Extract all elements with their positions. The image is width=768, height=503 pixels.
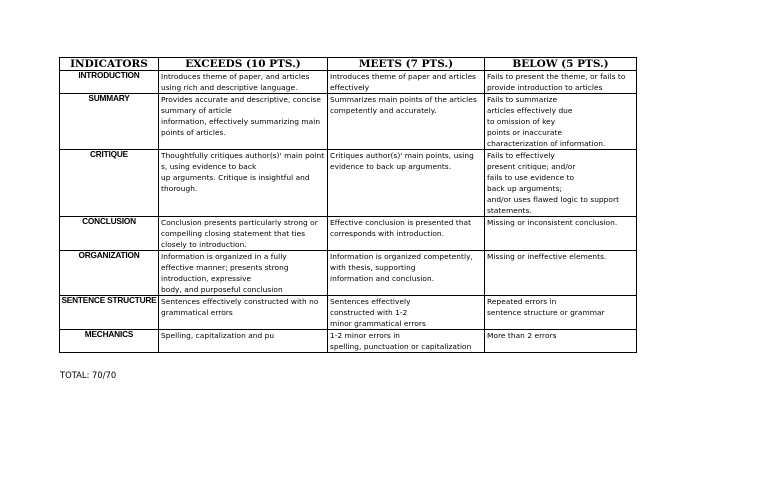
cell-line: points of articles. bbox=[161, 128, 226, 137]
cell-line: constructed with 1-2 bbox=[330, 308, 408, 317]
below-cell bbox=[485, 71, 637, 94]
cell-line: using rich and descriptive language. bbox=[161, 83, 298, 92]
cell-line: Summarizes main points of the articles bbox=[330, 95, 477, 104]
cell-line: sentence structure or grammar bbox=[487, 308, 605, 317]
rubric-table bbox=[59, 57, 637, 353]
table-row bbox=[60, 251, 637, 296]
cell-line: present critique; and/or bbox=[487, 162, 576, 171]
cell-line: Spelling, capitalization and pu bbox=[161, 331, 275, 340]
cell-line: 1-2 minor errors in bbox=[330, 331, 401, 340]
table-row bbox=[60, 296, 637, 330]
cell-line: More than 2 errors bbox=[487, 331, 557, 340]
cell-line: effective manner; presents strong bbox=[161, 263, 289, 272]
exceeds-cell bbox=[159, 217, 328, 251]
cell-line: Fails to present the theme, or fails to bbox=[487, 72, 626, 81]
header-below: BELOW (5 PTS.) bbox=[485, 58, 637, 71]
meets-cell bbox=[328, 296, 485, 330]
cell-line: back up arguments; bbox=[487, 184, 563, 193]
indicator-cell: CONCLUSION bbox=[60, 217, 159, 251]
cell-line: Missing or inconsistent conclusion. bbox=[487, 218, 618, 227]
rubric-body bbox=[60, 71, 637, 353]
below-cell bbox=[485, 251, 637, 296]
cell-line: Missing or ineffective elements. bbox=[487, 252, 607, 261]
meets-cell bbox=[328, 71, 485, 94]
cell-line: and/or uses flawed logic to support bbox=[487, 195, 620, 204]
table-row bbox=[60, 94, 637, 150]
cell-line: grammatical errors bbox=[161, 308, 233, 317]
meets-cell bbox=[328, 94, 485, 150]
meets-cell bbox=[328, 251, 485, 296]
cell-line: Information is organized competently, bbox=[330, 252, 473, 261]
indicator-cell: MECHANICS bbox=[60, 330, 159, 353]
below-cell bbox=[485, 94, 637, 150]
cell-line: Fails to effectively bbox=[487, 151, 555, 160]
cell-line: effectively bbox=[330, 83, 370, 92]
cell-line: competently and accurately. bbox=[330, 106, 437, 115]
cell-line: evidence to back up arguments. bbox=[330, 162, 452, 171]
below-cell bbox=[485, 296, 637, 330]
table-row bbox=[60, 150, 637, 217]
cell-line: Information is organized in a fully bbox=[161, 252, 287, 261]
cell-line: to omission of key bbox=[487, 117, 556, 126]
cell-line: minor grammatical errors bbox=[330, 319, 426, 328]
cell-line: corresponds with introduction. bbox=[330, 229, 445, 238]
exceeds-cell bbox=[159, 94, 328, 150]
cell-line: Provides accurate and descriptive, concise bbox=[161, 95, 321, 104]
cell-line: Introduces theme of paper, and articles bbox=[161, 72, 310, 81]
cell-line: s, using evidence to back bbox=[161, 162, 257, 171]
cell-line: points or inaccurate bbox=[487, 128, 563, 137]
cell-line: body, and purposeful conclusion bbox=[161, 285, 283, 294]
cell-line: Repeated errors in bbox=[487, 297, 557, 306]
cell-line: Critiques author(s)' main points, using bbox=[330, 151, 474, 160]
cell-line: Conclusion presents particularly strong or bbox=[161, 218, 318, 227]
exceeds-cell bbox=[159, 71, 328, 94]
indicator-cell: SUMMARY bbox=[60, 94, 159, 150]
cell-line: Thoughtfully critiques author(s)' main point bbox=[161, 151, 325, 160]
cell-line: spelling, punctuation or capitalization bbox=[330, 342, 472, 351]
header-row bbox=[60, 58, 637, 71]
cell-line: Fails to summarize bbox=[487, 95, 558, 104]
exceeds-cell bbox=[159, 330, 328, 353]
exceeds-cell bbox=[159, 251, 328, 296]
indicator-cell: SENTENCE STRUCTURE bbox=[60, 296, 159, 330]
exceeds-cell bbox=[159, 296, 328, 330]
cell-line: information and conclusion. bbox=[330, 274, 435, 283]
cell-line: Sentences effectively bbox=[330, 297, 411, 306]
cell-line: with thesis, supporting bbox=[330, 263, 416, 272]
below-cell bbox=[485, 150, 637, 217]
below-cell bbox=[485, 330, 637, 353]
cell-line: compelling closing statement that ties bbox=[161, 229, 306, 238]
cell-line: closely to introduction. bbox=[161, 240, 247, 249]
indicator-cell: ORGANIZATION bbox=[60, 251, 159, 296]
cell-line: Effective conclusion is presented that bbox=[330, 218, 472, 227]
indicator-cell: INTRODUCTION bbox=[60, 71, 159, 94]
cell-line: up arguments. Critique is insightful and bbox=[161, 173, 310, 182]
meets-cell bbox=[328, 330, 485, 353]
total-score: TOTAL: 70/70 bbox=[60, 370, 117, 380]
header-exceeds: EXCEEDS (10 PTS.) bbox=[159, 58, 328, 71]
indicator-cell: CRITIQUE bbox=[60, 150, 159, 217]
cell-line: information, effectively summarizing main bbox=[161, 117, 321, 126]
exceeds-cell bbox=[159, 150, 328, 217]
cell-line: Sentences effectively constructed with no bbox=[161, 297, 319, 306]
cell-line: summary of article bbox=[161, 106, 232, 115]
meets-cell bbox=[328, 150, 485, 217]
table-row bbox=[60, 217, 637, 251]
cell-line: statements. bbox=[487, 206, 532, 215]
table-row bbox=[60, 330, 637, 353]
below-cell bbox=[485, 217, 637, 251]
cell-line: characterization of information. bbox=[487, 139, 606, 148]
cell-line: provide introduction to articles bbox=[487, 83, 603, 92]
cell-line: thorough. bbox=[161, 184, 198, 193]
header-meets: MEETS (7 PTS.) bbox=[328, 58, 485, 71]
cell-line: fails to use evidence to bbox=[487, 173, 575, 182]
cell-line: introduction, expressive bbox=[161, 274, 252, 283]
cell-line: articles effectively due bbox=[487, 106, 573, 115]
table-row bbox=[60, 71, 637, 94]
cell-line: Introduces theme of paper and articles bbox=[330, 72, 477, 81]
meets-cell bbox=[328, 217, 485, 251]
header-indicators: INDICATORS bbox=[60, 58, 159, 71]
